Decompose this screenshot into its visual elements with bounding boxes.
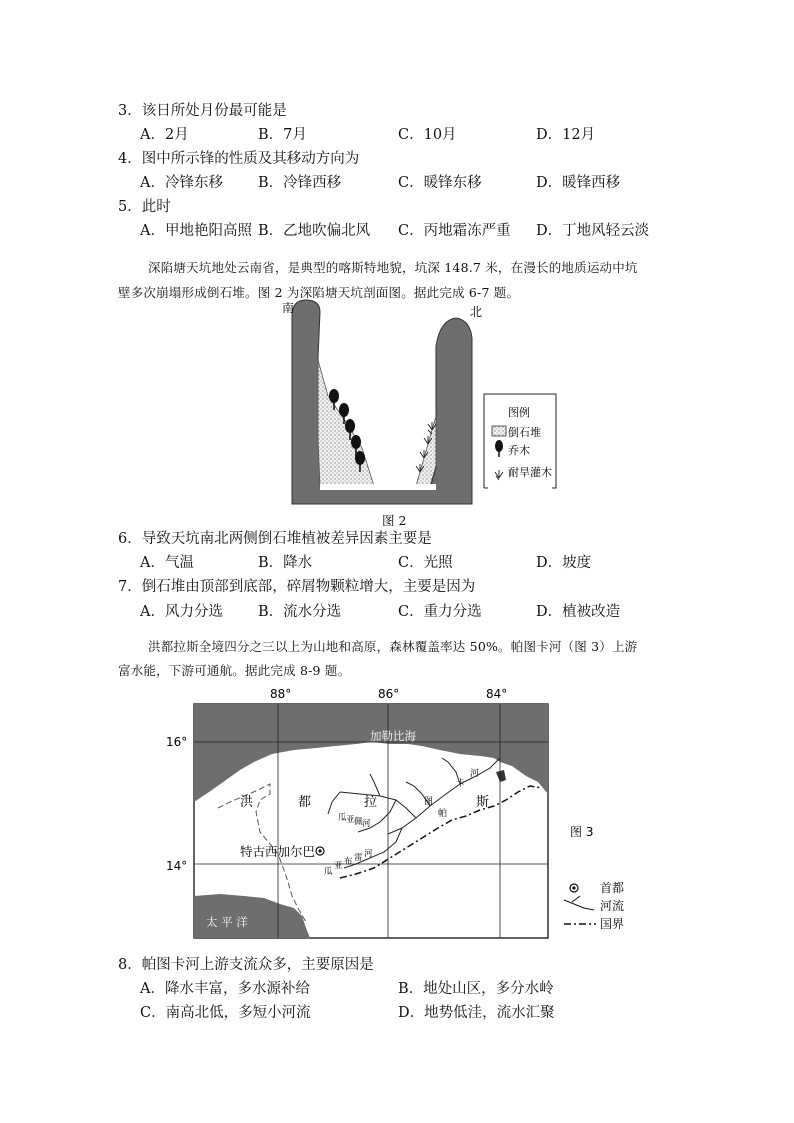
q7-option-a: A．风力分选 [140,604,223,620]
q4-option-a: A．冷锋东移 [140,175,223,191]
legend-shrub-icon [495,470,503,480]
q7-option-d: D．植被改造 [536,604,621,620]
q8-stem: 8．帕图卡河上游支流众多，主要原因是 [118,957,374,973]
legend-river-label: 河流 [600,899,625,913]
q8-option-a: A．降水丰富，多水源补给 [140,981,310,997]
q7-option-c: C．重力分选 [398,604,482,620]
river-label-g2: 亚 [346,815,355,825]
legend-border-label: 国界 [600,917,625,931]
river-label-he: 河 [470,769,480,779]
q3-option-b: B．7月 [258,127,307,143]
passage2-line1: 洪都拉斯全境四分之三以上为山地和高原，森林覆盖率达 50%。帕图卡河（图 3）上游 [148,639,638,654]
passage1-line1: 深陷塘天坑地处云南省，是典型的喀斯特地貌，坑深 148.7 米，在漫长的地质运动中坑 [148,260,638,275]
q4-option-d: D．暖锋西移 [536,175,621,191]
q4-option-c: C．暖锋东移 [398,175,482,191]
river-label-g1: 瓜 [338,813,347,823]
q6-option-c: C．光照 [398,555,453,571]
q3-option-d: D．12月 [536,127,596,143]
legend-capital-label: 首都 [600,881,625,895]
lat-16-label: 16° [166,735,188,749]
figure-3-caption: 图 3 [570,825,594,839]
q8-option-b: B．地处山区，多分水岭 [398,981,554,997]
q7-stem: 7．倒石堆由顶部到底部，碎屑物颗粒增大，主要是因为 [118,579,476,595]
pacific-ocean-label: 太 平 洋 [206,915,248,929]
passage2-line2: 富水能，下游可通航。据此完成 8-9 题。 [118,663,351,678]
river-label-b5: 河 [364,849,373,859]
q6-option-a: A．气温 [140,555,194,571]
legend-tree-label: 乔木 [508,444,530,457]
figure-2-caption: 图 2 [382,513,407,528]
legend-river-icon [564,900,594,910]
legend-title: 图例 [508,406,530,419]
river-label-g3: 佩 [354,817,363,827]
capital-label: 特古西加尔巴 [240,844,316,859]
lon-88-label: 88° [270,687,292,701]
country-char-1: 洪 [240,795,254,810]
q7-option-b: B．流水分选 [258,604,342,620]
q5-option-a: A．甲地艳阳高照 [140,223,252,239]
river-label-b2: 亚 [334,861,343,871]
passage1-line2: 壁多次崩塌形成倒石堆。图 2 为深陷塘天坑剖面图。据此完成 6-7 题。 [118,285,520,300]
river-label-b1: 瓜 [324,867,333,877]
q8-option-c: C．南高北低，多短小河流 [140,1005,311,1021]
river-label-b3: 布 [344,857,353,867]
q6-option-b: B．降水 [258,555,313,571]
q8-option-d: D．地势低洼，流水汇聚 [398,1005,555,1021]
q5-stem: 5．此时 [118,199,171,215]
q6-stem: 6．导致天坑南北两侧倒石堆植被差异因素主要是 [118,531,432,547]
north-label: 北 [470,305,483,319]
q3-stem: 3．该日所处月份最可能是 [118,103,287,119]
lat-14-label: 14° [166,859,188,873]
lon-86-label: 86° [378,687,400,701]
q4-stem: 4．图中所示锋的性质及其移动方向为 [118,151,360,167]
figure-2-legend [484,394,556,488]
q6-option-d: D．坡度 [536,555,592,571]
caribbean-sea-label: 加勒比海 [370,729,416,743]
south-label: 南 [282,301,295,315]
river-label-g4: 河 [362,819,371,829]
legend-shrub-label: 耐旱灌木 [508,466,552,479]
q5-option-b: B．乙地吹偏北风 [258,223,371,239]
figure-2-sinkhole-profile [270,298,570,530]
q5-option-d: D．丁地风轻云淡 [536,223,650,239]
q3-option-a: A．2月 [140,127,189,143]
river-label-pa: 帕 [438,809,448,819]
country-char-2: 都 [298,795,312,810]
north-talus-pile [416,416,436,486]
river-label-b4: 雷 [354,853,363,863]
figure-3-legend [564,880,624,931]
figure-3-honduras-map [160,682,640,942]
q4-option-b: B．冷锋西移 [258,175,342,191]
river-label-tu: 图 [424,797,434,807]
lon-84-label: 84° [486,687,508,701]
q5-option-c: C．丙地霜冻严重 [398,223,511,239]
country-char-4: 斯 [476,795,490,810]
legend-rock-label: 倒石堆 [508,426,541,439]
river-label-ka: 卡 [456,779,466,789]
country-char-3: 拉 [364,795,378,810]
legend-tree-icon [495,440,503,452]
q3-option-c: C．10月 [398,127,457,143]
